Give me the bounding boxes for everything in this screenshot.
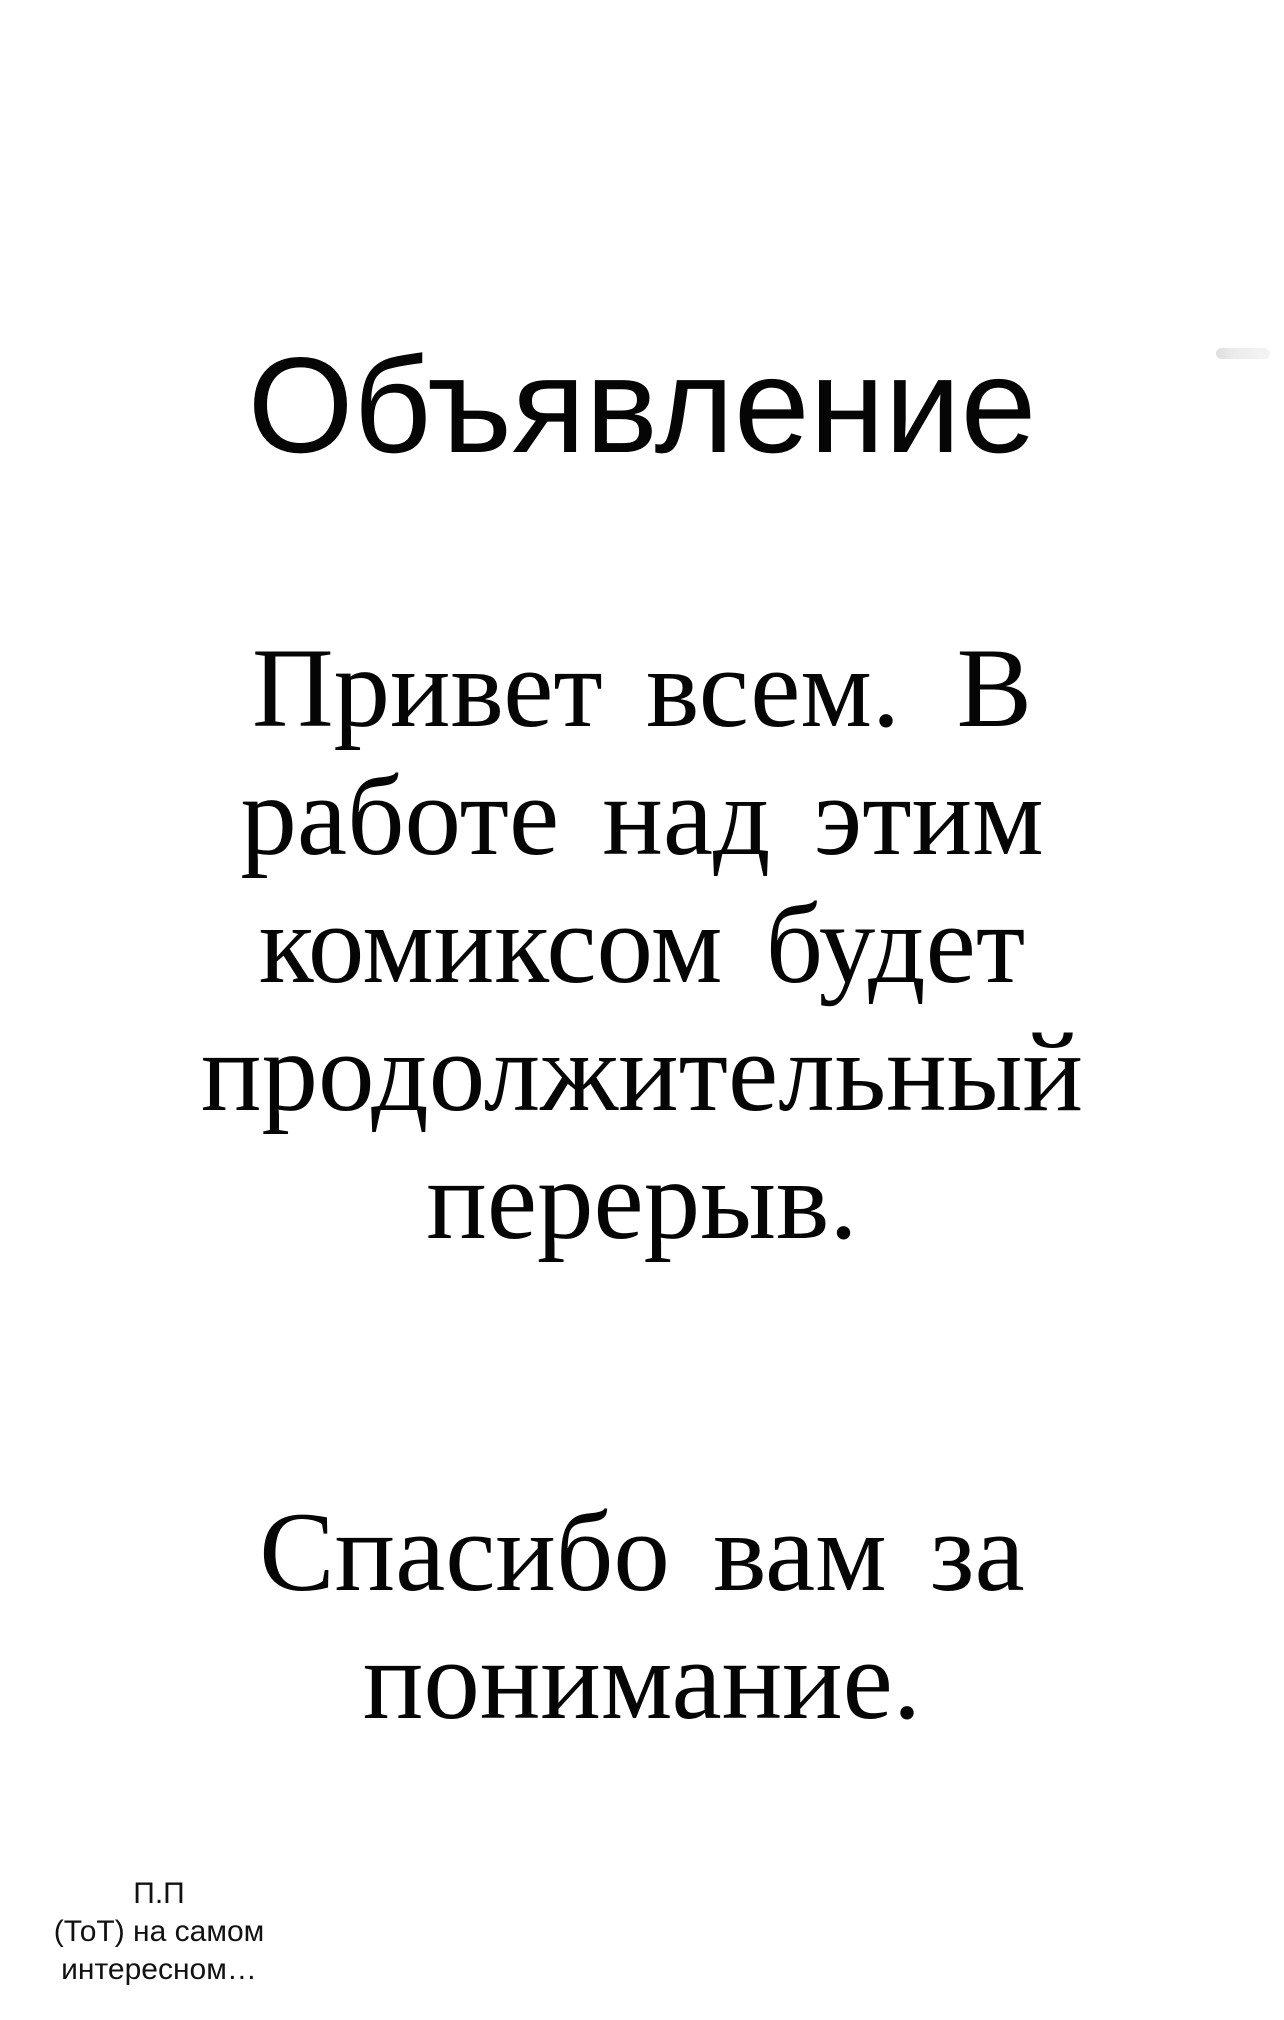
author-note-line: интересном… bbox=[61, 1953, 257, 1986]
announcement-line: Привет всем. В bbox=[251, 626, 1033, 751]
announcement-paragraph-1 bbox=[0, 625, 1284, 1265]
author-note bbox=[14, 1875, 304, 1989]
announcement-line: перерыв. bbox=[426, 1138, 858, 1263]
author-note-line: П.П bbox=[133, 1877, 185, 1910]
announcement-line: комиксом будет bbox=[258, 882, 1026, 1007]
author-note-line: (ТоТ) на самом bbox=[53, 1915, 265, 1948]
announcement-line: понимание. bbox=[362, 1618, 922, 1743]
announcement-line: продолжительный bbox=[201, 1010, 1083, 1135]
announcement-paragraph-2 bbox=[0, 1489, 1284, 1745]
announcement-line: Спасибо вам за bbox=[259, 1490, 1025, 1615]
announcement-line: работе над этим bbox=[240, 754, 1044, 879]
page-title: Объявление bbox=[247, 329, 1037, 481]
